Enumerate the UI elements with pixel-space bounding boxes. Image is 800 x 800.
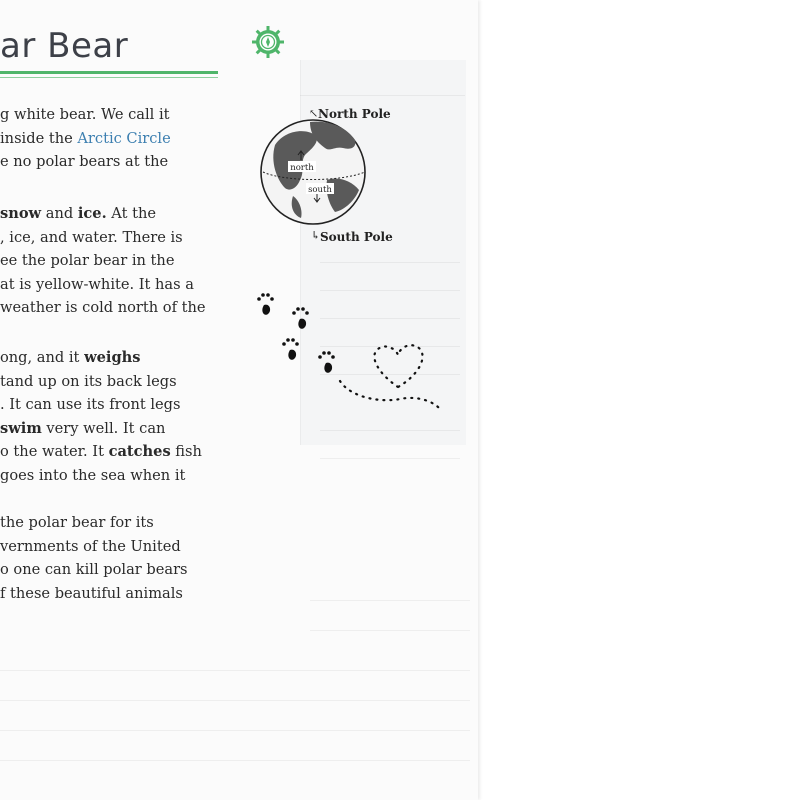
text-line: o one can kill polar bears <box>0 561 188 578</box>
paw-print-icon <box>257 293 274 315</box>
text-line: ee the polar bear in the <box>0 252 175 269</box>
paragraph-2 <box>0 202 270 320</box>
text-line: tand up on its back legs <box>0 372 177 390</box>
text-line: at is yellow-white. It has a <box>0 275 194 293</box>
arctic-circle-link: Arctic Circle <box>77 129 171 147</box>
text-line: goes into the sea when it <box>0 466 186 484</box>
text-line: . It can use its front legs <box>0 396 181 413</box>
page-title: ar Bear <box>0 26 129 66</box>
text-line: o the water. It catches fish <box>0 443 202 460</box>
globe-illustration <box>255 100 405 250</box>
text-line: the polar bear for its <box>0 514 154 531</box>
south-label: south <box>308 185 332 195</box>
text-line: snow and ice. At the <box>0 205 156 222</box>
paragraph-4 <box>0 511 270 605</box>
text-line: inside the Arctic Circle <box>0 129 171 147</box>
paw-prints-illustration <box>250 285 450 415</box>
text-line: g white bear. We call it <box>0 106 170 123</box>
text-line: , ice, and water. There is <box>0 228 183 246</box>
text-line: weather is cold north of the <box>0 299 206 316</box>
text-line: vernments of the United <box>0 537 181 555</box>
south-pole-label: South Pole <box>320 230 393 244</box>
title-underline-thick <box>0 71 218 74</box>
paragraph-1 <box>0 103 270 174</box>
north-pole-label: North Pole <box>318 107 391 121</box>
text-line: ong, and it weighs <box>0 349 141 366</box>
south-pole-pointer-icon: ↳ <box>311 229 321 242</box>
paw-print-icon <box>282 338 299 360</box>
north-pole-pointer-icon: ↖ <box>309 107 319 120</box>
paw-print-icon <box>318 351 335 373</box>
text-line: swim very well. It can <box>0 419 166 437</box>
text-line: e no polar bears at the <box>0 153 169 170</box>
paw-print-icon <box>292 307 309 329</box>
paragraph-3 <box>0 346 270 487</box>
north-label: north <box>290 163 314 173</box>
text-line: f these beautiful animals <box>0 584 183 602</box>
title-underline-thin <box>0 77 218 78</box>
green-gear-badge-icon <box>251 25 285 59</box>
